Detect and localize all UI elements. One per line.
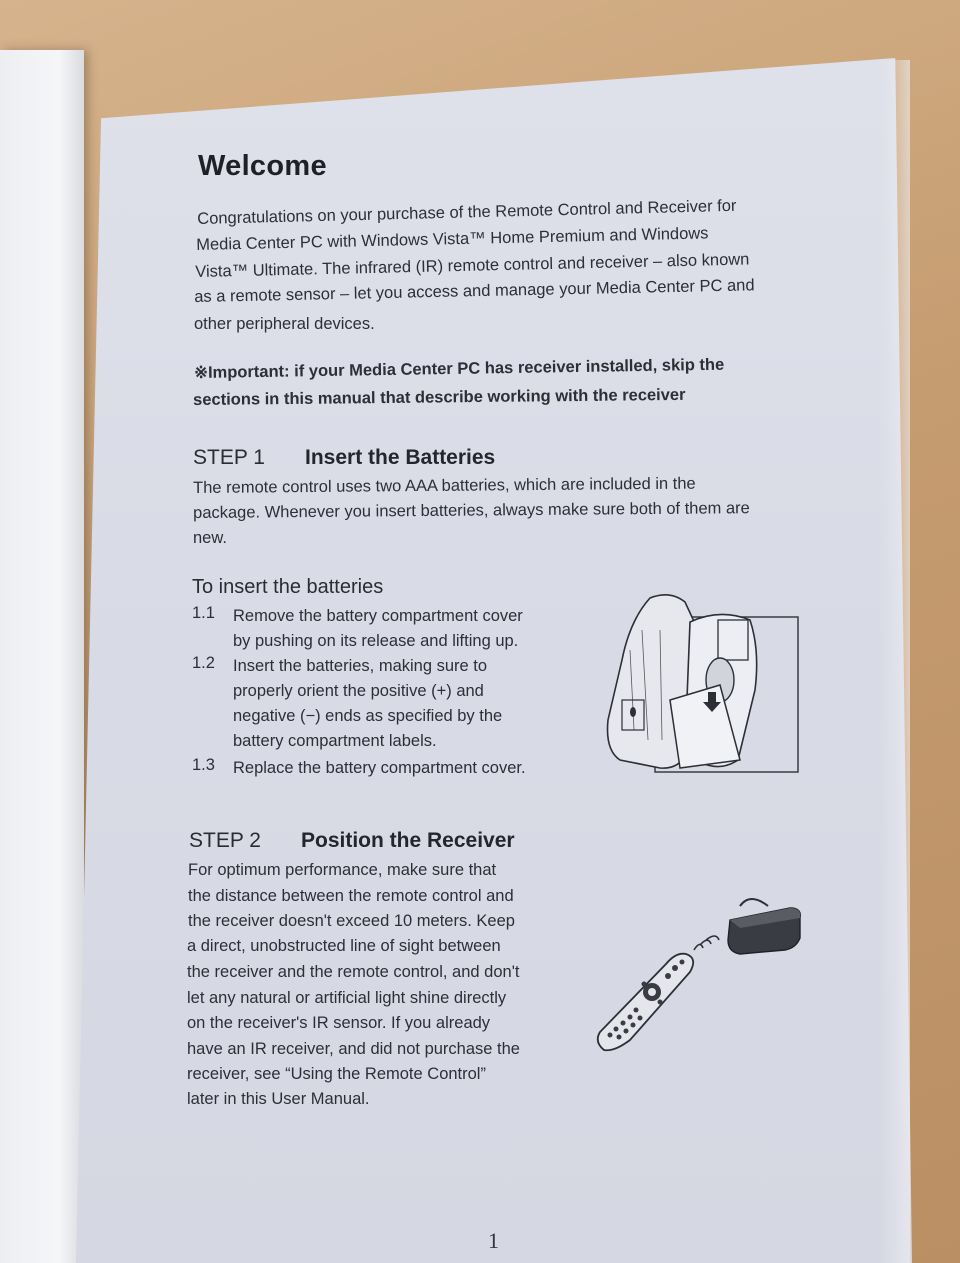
step1-line: new. (193, 529, 227, 547)
step1-title: Insert the Batteries (305, 446, 496, 469)
step2-line: on the receiver's IR sensor. If you already (187, 1014, 491, 1032)
important-text: if your Media Center PC has receiver installed, skip the (294, 355, 725, 381)
step2-title: Position the Receiver (301, 829, 515, 852)
step2-line: have an IR receiver, and did not purchase the (187, 1040, 520, 1058)
step2-line: the distance between the remote control and (188, 887, 514, 905)
important-note (194, 353, 724, 387)
page-title: Welcome (198, 150, 327, 182)
list-item-line: Replace the battery compartment cover. (233, 759, 526, 777)
important-text-2: sections in this manual that describe working with the receiver (193, 385, 686, 409)
step2-line: let any natural or artificial light shine directly (187, 989, 507, 1007)
step1-line: The remote control uses two AAA batteries, which are included in the (193, 474, 696, 497)
page-number: 1 (488, 1228, 499, 1253)
list-item-line: Insert the batteries, making sure to (233, 657, 488, 675)
intro-line: as a remote sensor – let you access and manage your Media Center PC and (194, 276, 755, 306)
list-item-line: battery compartment labels. (233, 732, 437, 750)
step2-line: a direct, unobstructed line of sight between (187, 937, 501, 955)
step1-number: STEP 1 (193, 446, 265, 469)
step2-line: For optimum performance, make sure that (188, 861, 497, 879)
list-number: 1.2 (192, 654, 215, 672)
step2-number: STEP 2 (189, 829, 261, 852)
step2-line: receiver, see “Using the Remote Control” (187, 1065, 486, 1083)
step2-line: the receiver doesn't exceed 10 meters. Keep (188, 912, 515, 930)
battery-compartment-illustration (600, 590, 805, 780)
list-item-line: Remove the battery compartment cover (233, 607, 523, 625)
intro-line: Vista™ Ultimate. The infrared (IR) remote control and receiver – also known (195, 250, 750, 281)
insert-batteries-subhead: To insert the batteries (192, 576, 384, 598)
intro-line: Congratulations on your purchase of the Remote Control and Receiver for (197, 196, 737, 228)
step2-line: the receiver and the remote control, and don't (187, 963, 520, 981)
important-label: ※Important: (194, 362, 290, 382)
list-item-line: by pushing on its release and lifting up. (233, 632, 519, 650)
intro-line: Media Center PC with Windows Vista™ Home Premium and Windows (196, 224, 709, 254)
list-number: 1.3 (192, 756, 215, 774)
list-item-line: properly orient the positive (+) and (233, 682, 484, 700)
list-item-line: negative (−) ends as specified by the (233, 707, 503, 725)
remote-and-receiver-illustration (590, 890, 805, 1065)
step1-line: package. Whenever you insert batteries, always make sure both of them are (193, 499, 750, 522)
intro-line: other peripheral devices. (194, 315, 375, 333)
step2-line: later in this User Manual. (187, 1090, 370, 1108)
list-number: 1.1 (192, 604, 215, 622)
